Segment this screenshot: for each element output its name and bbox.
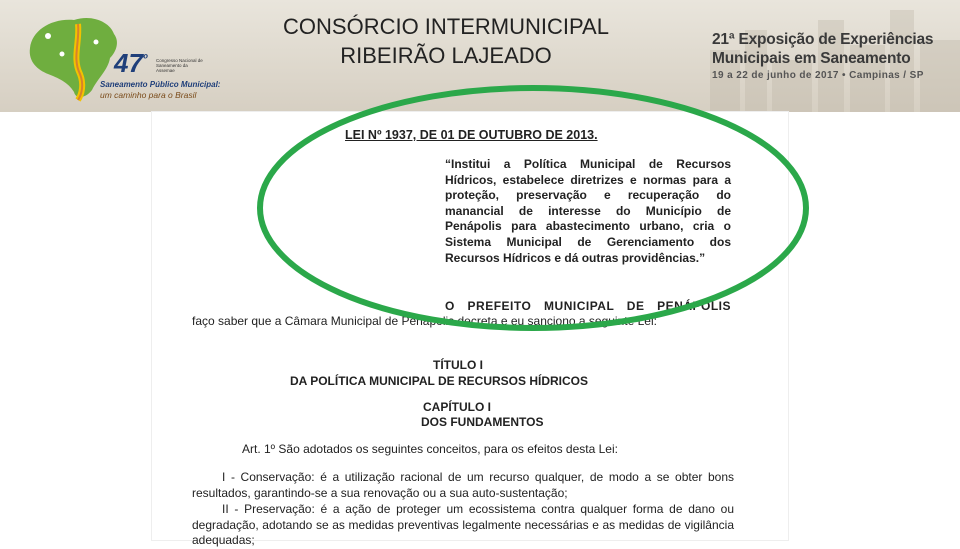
article-1: Art. 1º São adotados os seguintes conceitos, para os efeitos desta Lei: — [242, 442, 618, 456]
exposition-title-line2: Municipais em Saneamento — [712, 50, 911, 67]
chapter-heading: CAPÍTULO I — [423, 400, 491, 414]
congress-theme-line2: um caminho para o Brasil — [100, 90, 197, 100]
page-title — [236, 12, 656, 70]
article-1-item-2: II - Preservação: é a ação de proteger um ecossistema contra qualquer forma de dano ou degradação, adotando se as medidas preventivas legalmente necessárias e as medidas de vigilância adequadas; — [192, 502, 734, 547]
title-heading: TÍTULO I — [433, 358, 483, 372]
law-title: LEI Nº 1937, DE 01 DE OUTUBRO DE 2013. — [345, 128, 598, 142]
congress-theme-line1: Saneamento Público Municipal: — [100, 80, 221, 89]
congress-logo — [18, 8, 221, 104]
enactment-clause: faço saber que a Câmara Municipal de Penápolis decreta e eu sanciono a seguinte Lei: — [192, 314, 657, 328]
chapter-name: DOS FUNDAMENTOS — [421, 415, 544, 429]
header-banner — [0, 0, 960, 112]
page-title-line2: RIBEIRÃO LAJEADO — [340, 43, 552, 68]
exposition-title — [712, 30, 956, 81]
article-1-item-1: I - Conservação: é a utilização racional de um recurso qualquer, de modo a se obter bons resultados, garantindo-se a sua renovação ou a sua auto-sustentação; — [192, 470, 734, 500]
page-title-line1: CONSÓRCIO INTERMUNICIPAL — [283, 14, 609, 39]
title-name: DA POLÍTICA MUNICIPAL DE RECURSOS HÍDRICOS — [290, 374, 589, 388]
law-document — [152, 112, 788, 547]
exposition-date-location: 19 a 22 de junho de 2017 • Campinas / SP — [712, 70, 924, 81]
exposition-title-line1: 21ª Exposição de Experiências — [712, 31, 934, 48]
law-summary: “Institui a Política Municipal de Recursos Hídricos, estabelece diretrizes e normas para a proteção, preservação e recuperação do manancial de interesse do Município de Penápolis para abastecimento urbano, cria o Sistema Municipal de Gerenciamento dos Recursos Hídricos e dá outras providências.” — [445, 157, 731, 265]
mayor-heading: O PREFEITO MUNICIPAL DE PENÁPOLIS — [445, 299, 731, 313]
congress-name: Congresso Nacional de Saneamento da Assemae — [156, 58, 203, 73]
congress-edition-number: $47^º$ — [114, 48, 148, 78]
